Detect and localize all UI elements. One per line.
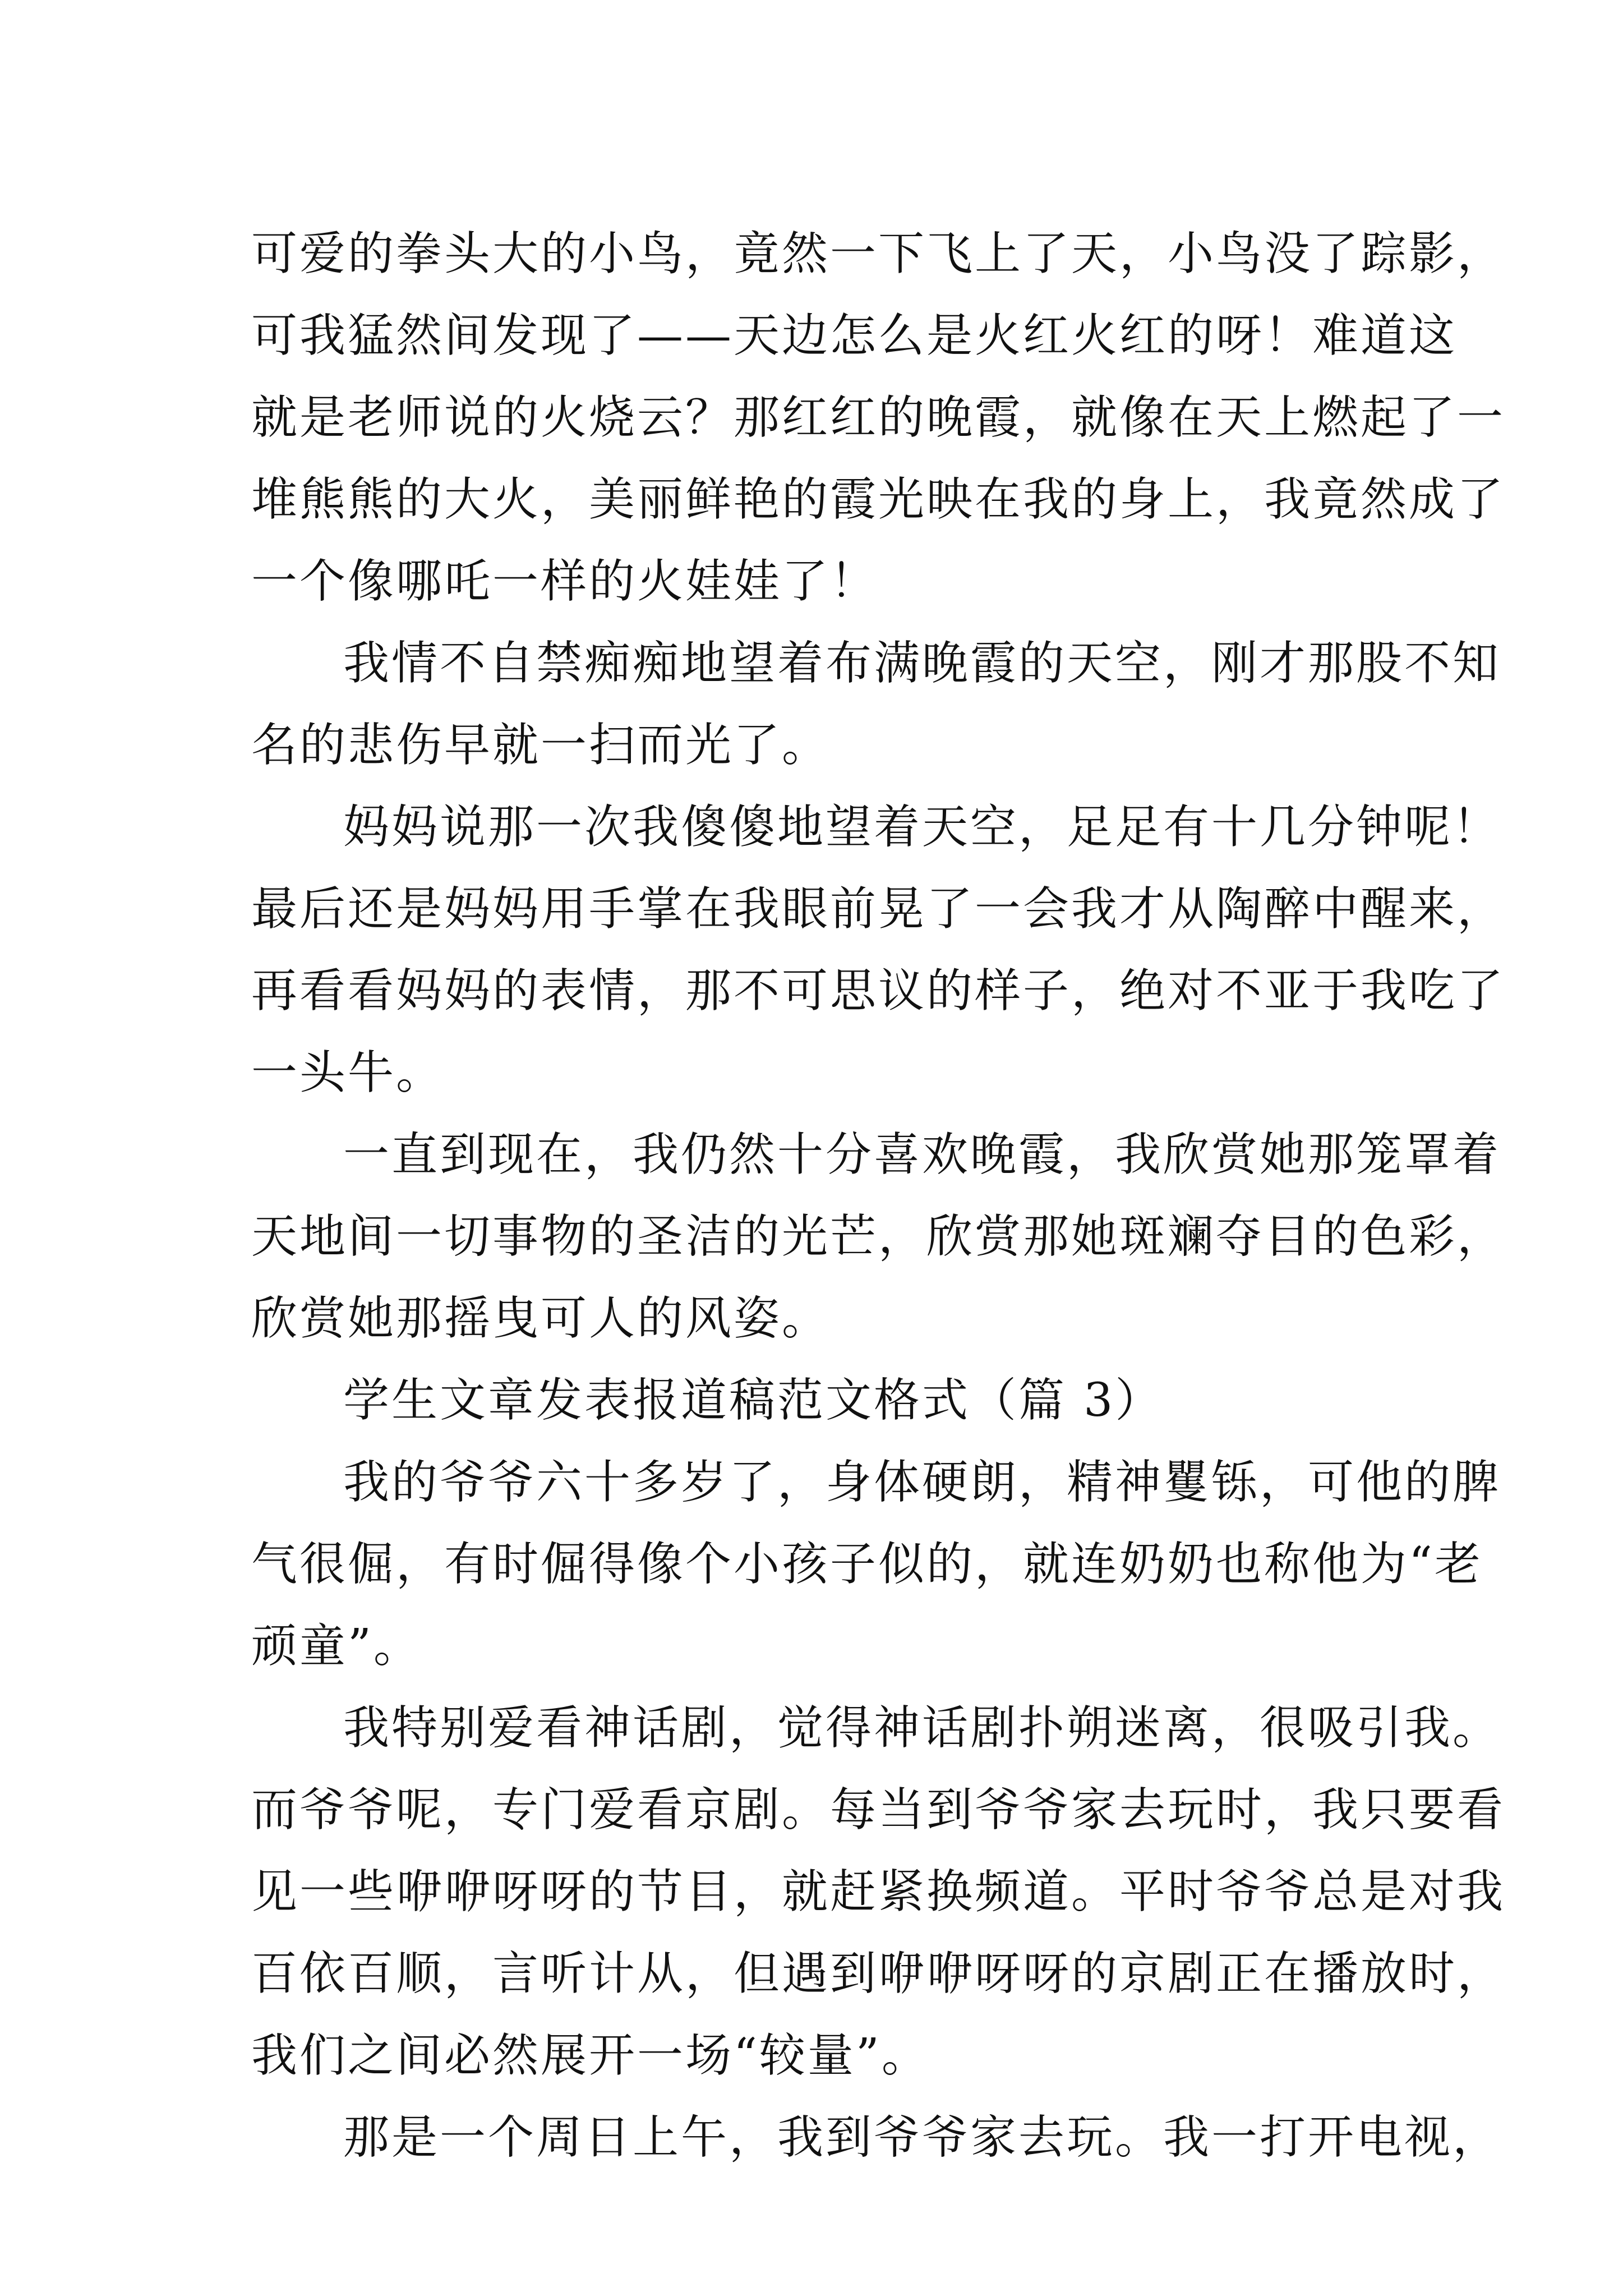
text-line: 就是老师说的火烧云？那红红的晚霞，就像在天上燃起了一 xyxy=(251,391,1506,444)
text-line: 一头牛。 xyxy=(251,1046,445,1099)
paragraph-first-line: 我的爷爷六十多岁了，身体硬朗，精神矍铄，可他的脾 xyxy=(343,1456,1501,1509)
text-line: 气很倔，有时倔得像个小孩子似的，就连奶奶也称他为“老 xyxy=(251,1538,1483,1591)
text-line: 百依百顺，言听计从，但遇到咿咿呀呀的京剧正在播放时， xyxy=(251,1947,1506,2000)
text-line: 欣赏她那摇曳可人的风姿。 xyxy=(251,1292,831,1345)
text-line: 最后还是妈妈用手掌在我眼前晃了一会我才从陶醉中醒来， xyxy=(251,882,1506,936)
section-heading: 学生文章发表报道稿范文格式（篇 3） xyxy=(343,1374,1164,1427)
paragraph-first-line: 妈妈说那一次我傻傻地望着天空，足足有十几分钟呢！ xyxy=(343,800,1501,854)
paragraph-first-line: 那是一个周日上午，我到爷爷家去玩。我一打开电视， xyxy=(343,2111,1501,2164)
text-line: 见一些咿咿呀呀的节目，就赶紧换频道。平时爷爷总是对我 xyxy=(251,1865,1506,1918)
paragraph-first-line: 我情不自禁痴痴地望着布满晚霞的天空，刚才那股不知 xyxy=(343,637,1501,690)
text-line: 再看看妈妈的表情，那不可思议的样子，绝对不亚于我吃了 xyxy=(251,964,1506,1018)
text-line: 可我猛然间发现了——天边怎么是火红火红的呀！难道这 xyxy=(251,309,1458,362)
document-body xyxy=(251,213,1506,2179)
text-line: 一个像哪吒一样的火娃娃了！ xyxy=(251,555,879,608)
text-line: 顽童”。 xyxy=(251,1619,422,1673)
text-line: 堆熊熊的大火，美丽鲜艳的霞光映在我的身上，我竟然成了 xyxy=(251,473,1506,526)
text-line: 名的悲伤早就一扫而光了。 xyxy=(251,719,831,772)
text-line: 而爷爷呢，专门爱看京剧。每当到爷爷家去玩时，我只要看 xyxy=(251,1783,1506,1837)
text-line: 我们之间必然展开一场“较量”。 xyxy=(251,2029,930,2082)
text-line: 天地间一切事物的圣洁的光芒，欣赏那她斑斓夺目的色彩， xyxy=(251,1210,1506,1263)
paragraph-first-line: 一直到现在，我仍然十分喜欢晚霞，我欣赏她那笼罩着 xyxy=(343,1128,1501,1181)
paragraph-first-line: 我特别爱看神话剧，觉得神话剧扑朔迷离，很吸引我。 xyxy=(343,1701,1501,1755)
text-line: 可爱的拳头大的小鸟，竟然一下飞上了天，小鸟没了踪影， xyxy=(251,227,1506,280)
